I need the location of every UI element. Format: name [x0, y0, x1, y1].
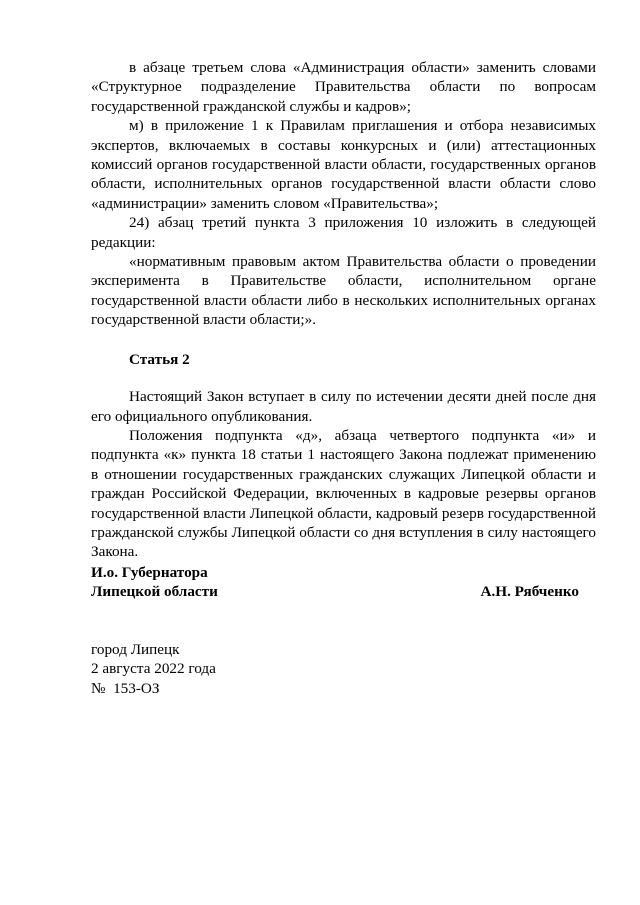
paragraph-application-provisions: Положения подпункта «д», абзаца четвертого подпункта «и» и подпункта «к» пункта 18 статьи 1 настоящего Закона подлежат применению в отношении государственных гражданских служащих Липецкой области и граждан Российской Федерации, включенных в кадровые резервы органов государственной власти Липецкой области, кадровый резерв государственной гражданской службы Липецкой области со дня вступления в силу настоящего Закона.	[91, 426, 596, 561]
signatory-name: А.Н. Рябченко	[480, 583, 579, 601]
document-footer	[91, 640, 216, 698]
signatory-title-line1: И.о. Губернатора	[91, 564, 208, 581]
footer-law-number: № 153-ОЗ	[91, 679, 160, 697]
signature-block	[91, 563, 579, 602]
footer-date: 2 августа 2022 года	[91, 660, 216, 678]
paragraph-item-24: 24) абзац третий пункта 3 приложения 10 изложить в следующей редакции:	[91, 214, 596, 251]
article-2-heading: Статья 2	[129, 350, 190, 368]
paragraph-entry-into-force: Настоящий Закон вступает в силу по истечении десяти дней после дня его официального опубликования.	[91, 388, 596, 425]
paragraph-quoted-text: «нормативным правовым актом Правительства области о проведении эксперимента в Правительстве области, исполнительном органе государственной власти области либо в нескольких исполнительных органах государственной власти области;».	[91, 253, 596, 329]
paragraph-replace-administration: в абзаце третьем слова «Администрация области» заменить словами «Структурное подразделение Правительства области по вопросам государственной гражданской службы и кадров»;	[91, 59, 596, 115]
document-body	[91, 58, 596, 562]
footer-city: город Липецк	[91, 641, 180, 658]
paragraph-subitem-m: м) в приложение 1 к Правилам приглашения и отбора независимых экспертов, включаемых в составы конкурсных и (или) аттестационных комиссий органов государственной власти области, государственных органов области, исполнительных органов государственной власти области слово «администрации» заменить словом «Правительства»;	[91, 117, 596, 212]
signatory-title-line2: Липецкой области	[91, 583, 218, 601]
